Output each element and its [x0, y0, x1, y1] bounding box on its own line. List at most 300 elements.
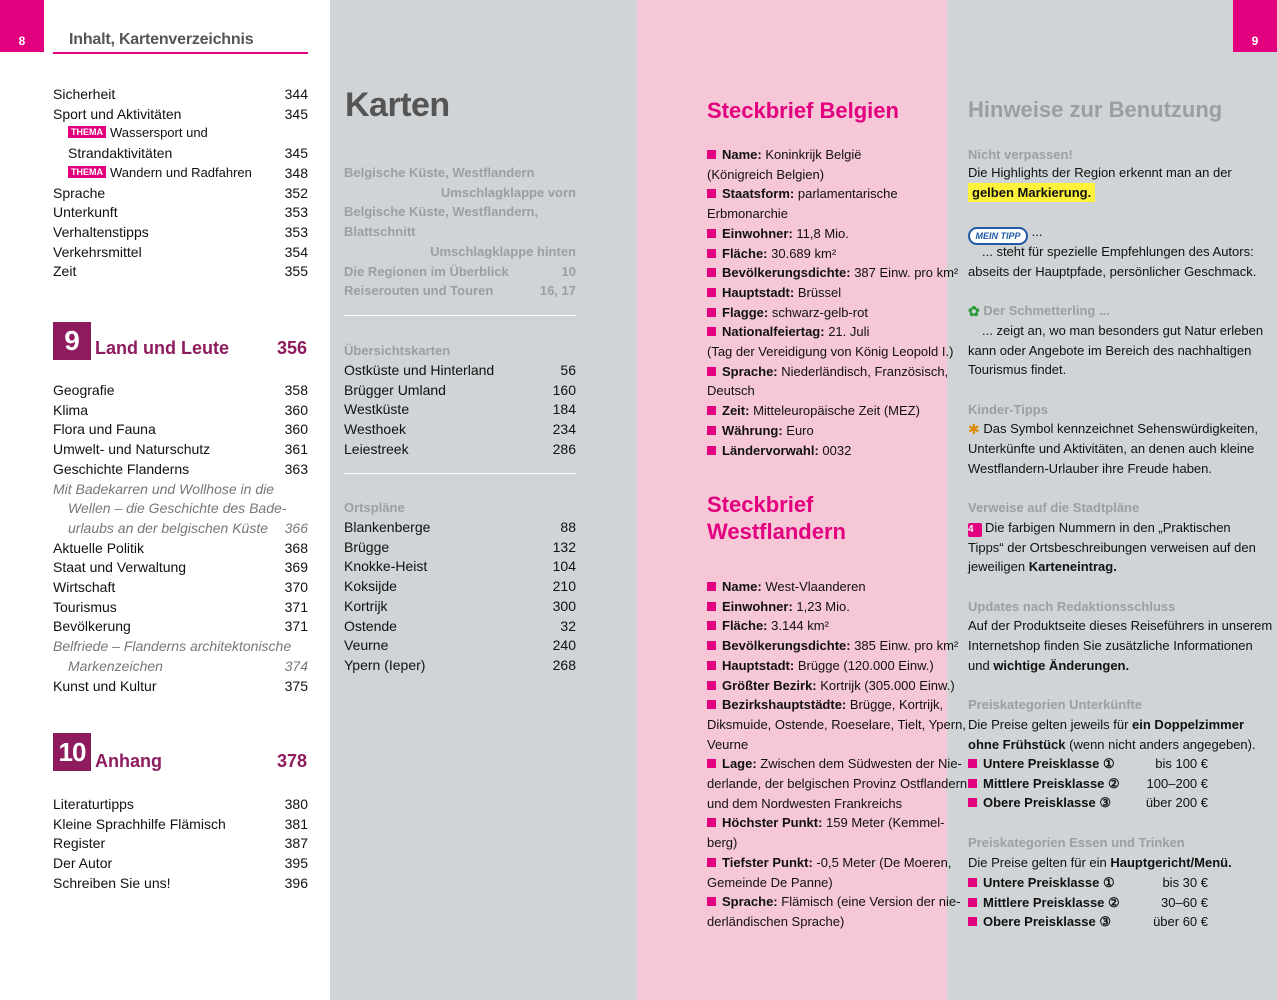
map-entry-title: Koksijde — [344, 578, 397, 595]
bullet-square-icon — [707, 681, 716, 690]
map-entry-title: Kortrijk — [344, 597, 388, 614]
child-icon: ✱ — [968, 421, 980, 437]
fact-label: Größter Bezirk: — [722, 677, 817, 693]
toc-entry[interactable] — [53, 853, 308, 873]
fact-label: Flagge: — [722, 304, 769, 320]
bullet-square-icon — [707, 288, 716, 297]
toc-entry-page: 353 — [284, 223, 308, 240]
fact-line — [707, 873, 931, 893]
fact-label: Einwohner: — [722, 225, 793, 241]
toc-entry-title: Bevölkerung — [53, 618, 131, 635]
fact-value: Gemeinde De Panne) — [707, 874, 833, 890]
chapter-9-page: 356 — [277, 338, 308, 358]
bullet-square-icon — [968, 898, 977, 907]
bullet-square-icon — [707, 582, 716, 591]
fact-value: Kortrijk (305.000 Einw.) — [816, 677, 955, 693]
bullet-square-icon — [707, 897, 716, 906]
map-entry-page: 240 — [552, 637, 576, 654]
toc-entry[interactable] — [53, 597, 308, 617]
toc-entry-title: Tourismus — [53, 598, 117, 615]
fact-label: Fläche: — [722, 618, 768, 634]
map-entry-page: 286 — [552, 440, 576, 457]
fact-value: Diksmuide, Ostende, Roeselare, Tielt, Ypern, — [707, 716, 966, 732]
preis-unterkuenfte-text-1: Die Preise gelten jeweils für ein Doppelzimmer — [968, 717, 1244, 732]
bullet-square-icon — [707, 189, 716, 198]
toc-entry-page: 371 — [284, 618, 308, 635]
highlight-example — [968, 183, 1223, 203]
fact-label: Sprache: — [722, 894, 778, 910]
toc-entry[interactable] — [53, 577, 308, 597]
fact-line — [707, 774, 968, 794]
preis-unterkuenfte-text-2: ohne Frühstück (wenn nicht anders angegeben). — [968, 737, 1256, 752]
schmetterling-text-3: Tourismus findet. — [968, 362, 1067, 377]
schmetterling-text-1: ... zeigt an, wo man besonders gut Natur erleben — [982, 323, 1264, 338]
map-entry[interactable] — [344, 596, 576, 616]
fact-line — [707, 597, 931, 617]
toc-entry-page: 374 — [284, 657, 308, 674]
toc-entry-title: THEMA Wassersport und — [68, 123, 208, 143]
map-entry-title: Blankenberge — [344, 519, 431, 535]
price-category — [968, 873, 1208, 893]
fact-value: Erbmonarchie — [707, 206, 788, 222]
fact-label: Staatsform: — [722, 186, 795, 202]
toc-entry-page: 352 — [284, 184, 308, 201]
steckbrief-westflandern-title-2: Westflandern — [707, 519, 846, 544]
bullet-square-icon — [707, 249, 716, 258]
map-entry[interactable] — [344, 183, 576, 203]
thema-badge: THEMA — [68, 166, 106, 178]
fact-value: 159 Meter (Kemmel- — [822, 815, 945, 831]
toc-entry-title: Wirtschaft — [53, 579, 116, 595]
map-entry-page: 234 — [552, 421, 576, 438]
fact-value: West-Vlaanderen — [761, 579, 866, 594]
price-label: Obere Preisklasse ③ — [968, 912, 1111, 932]
nicht-verpassen-heading: Nicht verpassen! — [968, 147, 1073, 162]
bullet-square-icon — [707, 150, 716, 159]
toc-entry[interactable] — [53, 400, 308, 420]
map-entry[interactable] — [344, 556, 576, 576]
toc-entry-page: 344 — [284, 86, 308, 102]
map-number-badge: 4 — [968, 523, 982, 537]
chapter-9-title[interactable]: Land und Leute — [95, 338, 229, 358]
fact-label: Ländervorwahl: — [722, 442, 819, 458]
toc-entry-page: 369 — [284, 559, 308, 576]
bullet-square-icon — [707, 406, 716, 415]
map-entry[interactable] — [344, 242, 576, 262]
fact-line — [707, 754, 962, 774]
map-entry[interactable] — [344, 202, 576, 222]
toc-entry-title: Unterkunft — [53, 204, 118, 221]
bullet-square-icon — [707, 367, 716, 376]
toc-entry[interactable] — [53, 163, 308, 183]
map-entry[interactable] — [344, 635, 576, 655]
price-category — [968, 774, 1208, 794]
price-category — [968, 912, 1208, 932]
updates-text-1: Auf der Produktseite dieses Reiseführers in unserem — [968, 618, 1273, 633]
toc-entry-title: Verkehrsmittel — [53, 243, 142, 260]
thema-badge: THEMA — [68, 126, 106, 138]
fact-value: Euro — [782, 422, 814, 438]
header-title: Inhalt, Kartenverzeichnis — [69, 31, 254, 48]
fact-label: Hauptstadt: — [722, 284, 795, 300]
toc-entry[interactable] — [53, 202, 308, 222]
toc-entry[interactable] — [53, 242, 308, 262]
fact-value: Zwischen dem Südwesten der Nie- — [756, 756, 962, 772]
page-number-right: 9 — [1233, 0, 1277, 52]
bullet-square-icon — [707, 308, 716, 317]
fact-label: Tiefster Punkt: — [722, 854, 813, 870]
bullet-square-icon — [968, 878, 977, 887]
toc-entry-page: 360 — [284, 421, 308, 438]
toc-entry-title: Der Autor — [53, 855, 113, 872]
toc-entry-title: Aktuelle Politik — [53, 539, 145, 556]
toc-entry-title: Sprache — [53, 184, 106, 201]
mein-tipp-text-2: abseits der Hauptpfade, persönlicher Geschmack. — [968, 264, 1257, 279]
toc-entry[interactable] — [53, 518, 308, 538]
price-value: bis 100 € — [1155, 756, 1208, 771]
map-entry[interactable] — [344, 419, 576, 439]
fact-label: Sprache: — [722, 363, 778, 379]
fact-line — [707, 695, 944, 715]
fact-line — [707, 813, 945, 833]
toc-entry-title: Klima — [53, 401, 89, 418]
toc-entry[interactable] — [53, 873, 308, 893]
fact-line — [707, 322, 931, 342]
fact-line — [707, 735, 931, 755]
fact-label: Lage: — [722, 756, 757, 772]
toc-entry-page: 353 — [284, 204, 308, 221]
fact-value: 387 Einw. pro km² — [850, 265, 959, 281]
map-entry[interactable] — [344, 439, 576, 459]
toc-entry[interactable] — [53, 222, 308, 242]
bullet-square-icon — [707, 229, 716, 238]
kinder-tipps-text-1: ✱ Das Symbol kennzeichnet Sehenswürdigkeiten, — [968, 419, 1223, 440]
map-entry[interactable] — [344, 380, 576, 400]
map-entry-title: Veurne — [344, 637, 389, 654]
toc-entry-title: Sicherheit — [53, 86, 116, 102]
toc-entry-page: 366 — [284, 519, 308, 536]
fact-line — [707, 794, 931, 814]
map-entry-title: Belgische Küste, Westflandern, — [344, 204, 539, 220]
toc-entry-title: Geografie — [53, 382, 115, 398]
map-entry[interactable] — [344, 222, 576, 242]
kinder-tipps-heading: Kinder-Tipps — [968, 402, 1048, 417]
toc-entry-title: urlaubs an der belgischen Küste — [68, 519, 269, 536]
map-entry-page: 32 — [560, 617, 576, 634]
mein-tipp-dots: ... — [1028, 224, 1043, 239]
map-entry-title: Westküste — [344, 401, 410, 418]
steckbrief-westflandern-title-1: Steckbrief — [707, 492, 814, 517]
verweise-text-1: 4 Die farbigen Nummern in den „Praktischen — [968, 520, 1231, 535]
map-entry-title: Knokke-Heist — [344, 558, 428, 575]
fact-label: Hauptstadt: — [722, 657, 795, 673]
updates-text-3: und wichtige Änderungen. — [968, 658, 1130, 673]
fact-value: Deutsch — [707, 383, 755, 399]
fact-value: schwarz-gelb-rot — [768, 304, 868, 320]
map-entry-page: 160 — [552, 381, 576, 398]
toc-entry[interactable] — [53, 498, 308, 518]
fact-value: 0032 — [818, 442, 852, 458]
bullet-square-icon — [707, 641, 716, 650]
chapter-9-number: 9 — [53, 322, 91, 360]
map-entry[interactable] — [344, 163, 576, 183]
kinder-tipps-text-2: Unterkünfte und Aktivitäten, an denen auch kleine — [968, 441, 1255, 456]
price-category — [968, 893, 1208, 913]
toc-entry-page: 355 — [284, 263, 308, 280]
fact-label: Höchster Punkt: — [722, 815, 823, 831]
fact-label: Bevölkerungsdichte: — [722, 638, 851, 654]
map-entry-page: 210 — [552, 578, 576, 595]
fact-label: Nationalfeiertag: — [722, 324, 825, 340]
toc-entry-title: Mit Badekarren und Wollhose in die — [53, 480, 275, 497]
fact-value: 1,23 Mio. — [792, 598, 850, 614]
map-entry-page: 104 — [552, 558, 576, 575]
toc-entry[interactable] — [53, 143, 308, 163]
fact-line — [707, 184, 931, 204]
fact-value: Mitteleuropäische Zeit (MEZ) — [749, 403, 920, 419]
toc-entry[interactable] — [53, 636, 308, 656]
map-entry-title: Ostküste und Hinterland — [344, 362, 495, 378]
price-label: Untere Preisklasse ① — [968, 754, 1115, 774]
toc-entry[interactable] — [53, 479, 308, 499]
map-entry[interactable] — [344, 517, 576, 537]
toc-entry[interactable] — [53, 656, 308, 676]
fact-line — [707, 224, 931, 244]
fact-label: Bezirkshauptstädte: — [722, 697, 847, 713]
toc-entry[interactable] — [53, 104, 308, 124]
hinweise-title: Hinweise zur Benutzung — [968, 97, 1223, 122]
map-entry-title: Leiestreek — [344, 440, 409, 457]
verweise-text-3: jeweiligen Karteneintrag. — [968, 559, 1117, 574]
map-entry[interactable] — [344, 281, 576, 301]
toc-entry-page: 345 — [284, 145, 308, 162]
page-number-left: 8 — [0, 0, 44, 52]
fact-value: Brüssel — [794, 284, 842, 300]
fact-line — [707, 676, 955, 696]
overview-maps-heading: Übersichtskarten — [344, 343, 451, 358]
verweise-text-2: Tipps“ der Ortsbeschreibungen verweisen auf den — [968, 540, 1256, 555]
schmetterling-heading: ✿ Der Schmetterling ... — [968, 303, 1110, 319]
map-entry[interactable] — [344, 616, 576, 636]
price-value: über 60 € — [1153, 914, 1208, 930]
schmetterling-text-2: kann oder Angebote im Bereich des nachhaltigen — [968, 343, 1252, 358]
fact-value: derlande, der belgischen Provinz Ostflandern — [707, 776, 968, 791]
toc-entry[interactable] — [53, 794, 308, 814]
toc-entry[interactable] — [53, 439, 308, 459]
map-entry-page: 10 — [561, 263, 576, 279]
price-label: Mittlere Preisklasse ② — [968, 893, 1120, 913]
bullet-square-icon — [968, 759, 977, 768]
fact-line — [707, 165, 931, 185]
fact-line — [707, 833, 931, 853]
map-entry-title: Brügge — [344, 538, 390, 555]
price-value: über 200 € — [1145, 795, 1208, 811]
mein-tipp-text-1: ... steht für spezielle Empfehlungen des Autors: — [982, 244, 1254, 259]
toc-entry-page: 345 — [284, 105, 308, 122]
map-entry-page: 56 — [560, 362, 576, 378]
fact-line — [707, 204, 931, 224]
toc-entry[interactable] — [53, 833, 308, 853]
toc-entry[interactable] — [53, 814, 308, 834]
fact-line — [707, 441, 931, 461]
fact-value: Niederländisch, Französisch, — [777, 363, 949, 379]
map-entry-title: Brügger Umland — [344, 381, 446, 398]
toc-entry-title: Wellen – die Geschichte des Bade- — [68, 500, 287, 517]
updates-heading: Updates nach Redaktionsschluss — [968, 599, 1176, 614]
toc-entry-page: 380 — [284, 796, 308, 812]
toc-entry-title: Literaturtipps — [53, 796, 134, 812]
fact-line — [707, 892, 961, 912]
toc-entry[interactable] — [53, 459, 308, 479]
map-entry-page: 16, 17 — [539, 283, 576, 299]
map-entry-page: 300 — [552, 597, 576, 614]
kinder-tipps-text-3: Westflandern-Urlauber ihre Freude haben. — [968, 461, 1213, 476]
toc-entry-title: Kunst und Kultur — [53, 677, 157, 694]
map-entry-title: Ypern (Ieper) — [344, 656, 426, 673]
toc-entry[interactable] — [53, 84, 308, 104]
fact-line — [707, 303, 931, 323]
fact-line — [707, 616, 931, 636]
fact-value: (Königreich Belgien) — [707, 166, 825, 182]
map-entry-page: 268 — [552, 656, 576, 673]
toc-entry-page: 396 — [284, 874, 308, 891]
fact-label: Zeit: — [722, 403, 750, 419]
chapter-10-number: 10 — [53, 733, 91, 771]
verweise-heading: Verweise auf die Stadtpläne — [968, 500, 1140, 515]
fact-line — [707, 362, 949, 382]
toc-entry-page: 387 — [284, 835, 308, 852]
highlight-marker: gelben Markierung. — [968, 183, 1095, 202]
map-entry-title: Ostende — [344, 617, 397, 634]
fact-value: -0,5 Meter (De Moeren, — [812, 854, 952, 870]
toc-entry[interactable] — [53, 616, 308, 636]
updates-text-2: Internetshop finden Sie zusätzliche Informationen — [968, 638, 1253, 653]
toc-entry-page: 348 — [284, 164, 308, 181]
bullet-square-icon — [707, 700, 716, 709]
map-entry-title: Die Regionen im Überblick — [344, 263, 509, 279]
fact-label: Fläche: — [722, 245, 768, 261]
toc-entry[interactable] — [53, 419, 308, 439]
fact-label: Name: — [722, 147, 762, 162]
toc-entry-title: THEMA Wandern und Radfahren — [68, 163, 252, 183]
toc-entry[interactable] — [53, 380, 308, 400]
map-entry-title: Belgische Küste, Westflandern — [344, 165, 535, 180]
toc-entry-title: Flora und Fauna — [53, 421, 156, 438]
price-label: Untere Preisklasse ① — [968, 873, 1115, 893]
map-entry-page: 184 — [552, 401, 576, 418]
toc-entry-page: 363 — [284, 460, 308, 477]
bullet-square-icon — [968, 798, 977, 807]
map-entry[interactable] — [344, 399, 576, 419]
fact-line — [707, 636, 959, 656]
fact-line — [707, 244, 931, 264]
bullet-square-icon — [707, 759, 716, 768]
toc-entry[interactable] — [53, 261, 308, 281]
map-entry[interactable] — [344, 655, 576, 675]
fact-value: 30.689 km² — [767, 245, 837, 261]
fact-value: Veurne — [707, 736, 749, 752]
toc-entry[interactable] — [53, 557, 308, 577]
fact-line — [707, 401, 931, 421]
toc-entry-title: Sport und Aktivitäten — [53, 105, 182, 122]
price-label: Obere Preisklasse ③ — [968, 793, 1111, 813]
city-maps-heading: Ortspläne — [344, 500, 405, 515]
fact-value: 21. Juli — [824, 324, 870, 340]
fact-line — [707, 342, 954, 362]
fact-value: berg) — [707, 835, 738, 851]
separator — [344, 473, 576, 474]
fact-line — [707, 263, 959, 283]
toc-entry-title: Register — [53, 835, 106, 852]
chapter-10-page: 378 — [277, 751, 308, 771]
steckbrief-belgien-title: Steckbrief Belgien — [707, 98, 899, 123]
fact-label: Bevölkerungsdichte: — [722, 265, 851, 281]
toc-entry-page: 381 — [284, 815, 308, 832]
fact-line — [707, 853, 952, 873]
fact-value: derländischen Sprache) — [707, 913, 845, 929]
toc-entry[interactable] — [53, 676, 308, 696]
nicht-verpassen-text: Die Highlights der Region erkennt man an der — [968, 165, 1232, 180]
map-entry-title: Umschlagklappe vorn — [440, 184, 576, 200]
bullet-square-icon — [707, 446, 716, 455]
bullet-square-icon — [968, 779, 977, 788]
fact-line — [707, 381, 931, 401]
toc-entry-title: Strandaktivitäten — [68, 145, 173, 162]
fact-label: Währung: — [722, 422, 783, 438]
bullet-square-icon — [707, 661, 716, 670]
fact-value: Flämisch (eine Version der nie- — [777, 894, 961, 910]
toc-entry[interactable] — [53, 183, 308, 203]
fact-line — [707, 145, 931, 165]
toc-entry-title: Markenzeichen — [68, 657, 163, 674]
bullet-square-icon — [707, 602, 716, 611]
fact-value: 385 Einw. pro km² — [850, 638, 959, 654]
map-entry[interactable] — [344, 360, 576, 380]
fact-line — [707, 577, 931, 597]
toc-entry-page: 371 — [284, 598, 308, 615]
toc-entry-page: 368 — [284, 539, 308, 556]
toc-entry-title: Geschichte Flanderns — [53, 460, 190, 477]
toc-entry-title: Verhaltenstipps — [53, 223, 149, 240]
map-entry-title: Reiserouten und Touren — [344, 283, 494, 299]
map-entry[interactable] — [344, 262, 576, 282]
toc-entry[interactable] — [53, 123, 308, 143]
bullet-square-icon — [707, 327, 716, 336]
bullet-square-icon — [707, 426, 716, 435]
price-value: 30–60 € — [1161, 894, 1208, 910]
chapter-10-title[interactable]: Anhang — [95, 751, 162, 771]
toc-entry-title: Zeit — [53, 263, 77, 280]
bullet-square-icon — [968, 917, 977, 926]
map-entry[interactable] — [344, 576, 576, 596]
toc-entry[interactable] — [53, 538, 308, 558]
toc-entry-title: Belfriede – Flanderns architektonische — [53, 638, 292, 655]
map-entry[interactable] — [344, 537, 576, 557]
toc-entry-page: 395 — [284, 855, 308, 872]
map-entry-page: 132 — [552, 538, 576, 555]
toc-entry-title: Umwelt- und Naturschutz — [53, 441, 211, 458]
fact-value: 3.144 km² — [767, 618, 829, 634]
price-category — [968, 754, 1208, 774]
preis-essen-heading: Preiskategorien Essen und Trinken — [968, 835, 1185, 850]
map-entry-title: Blattschnitt — [344, 224, 416, 240]
fact-value: und dem Nordwesten Frankreichs — [707, 795, 903, 811]
price-value: 100–200 € — [1146, 775, 1208, 791]
fact-line — [707, 715, 966, 735]
fact-line — [707, 421, 931, 441]
preis-unterkuenfte-heading: Preiskategorien Unterkünfte — [968, 697, 1143, 712]
toc-entry-page: 361 — [284, 441, 308, 458]
